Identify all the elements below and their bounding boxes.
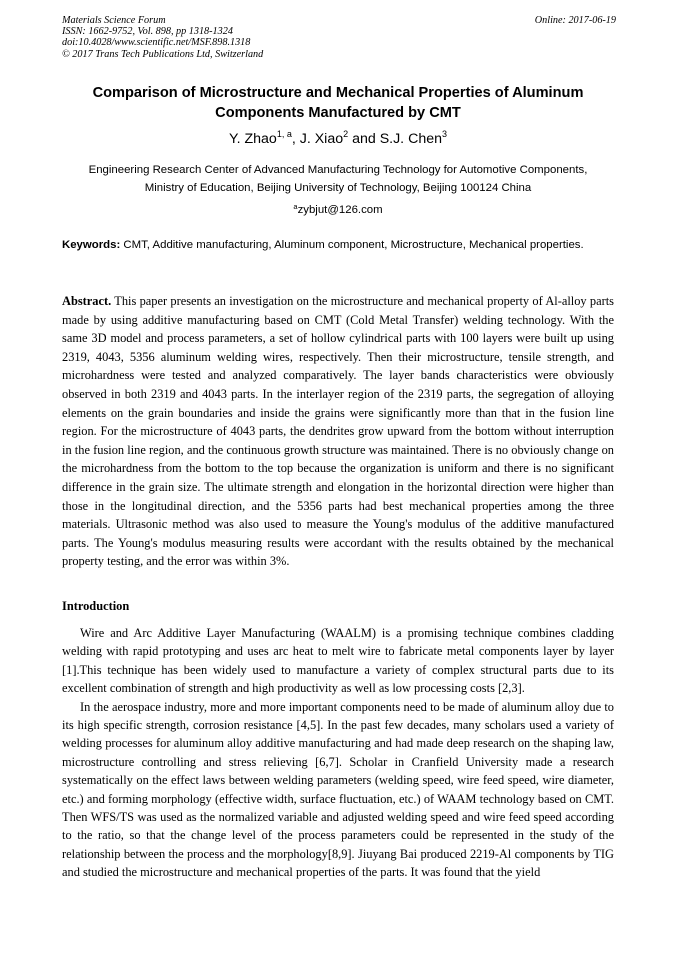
affiliation-line: Engineering Research Center of Advanced Manufacturing Technology for Automotive Components,: [88, 164, 588, 176]
author-separator: and: [348, 131, 380, 147]
journal-name: Materials Science Forum: [62, 15, 166, 26]
affiliation: [62, 161, 614, 198]
paper-title: Comparison of Microstructure and Mechanical Properties of Aluminum Components Manufactured by CMT: [92, 85, 584, 121]
section-heading-introduction: Introduction: [62, 599, 130, 613]
journal-header: [62, 15, 263, 60]
author-separator: ,: [291, 131, 300, 147]
author-email: [62, 202, 614, 218]
author-affiliation-mark: 2: [343, 129, 349, 139]
issn-line: ISSN: 1662-9752, Vol. 898, pp 1318-1324: [62, 26, 233, 38]
author-name: J. Xiao: [299, 131, 344, 147]
email-address: zybjut@126.com: [297, 204, 383, 216]
abstract: [62, 292, 614, 571]
paragraph: In the aerospace industry, more and more important components need to be made of aluminum alloy due to its high specific strength, corrosion resistance [4,5]. In the past few decades, many scholars used a variety of welding processes for aluminum alloy additive manufacturing and had made deep research on the shaping law, microstructure controlling and stress relieving [6,7]. Scholar in Cranfield University made a research systematically on the effect laws between welding parameters (welding speed, wire feed speed, wire diameter, etc.) and forming morphology (effective width, surface fluctuation, etc.) of WAAM technology based on CMT. Then WFS/TS was used as the normalized variable and adjusted welding speed and wire feed speed according to the ratio, so that the change level of the process parameters could be represented in the study of the relationship between the process and the morphology[8,9]. Jiuyang Bai produced 2219-Al components by TIG and studied the microstructure and mechanical properties of the parts. It was found that the yield: [62, 699, 614, 880]
online-date: Online: 2017-06-19: [534, 15, 616, 26]
affiliation-line: Ministry of Education, Beijing University of Technology, Beijing 100124 China: [144, 182, 532, 195]
author-list: [62, 130, 614, 148]
keywords-text: CMT, Additive manufacturing, Aluminum component, Microstructure, Mechanical properties.: [120, 239, 584, 251]
keywords-label: Keywords:: [62, 239, 121, 251]
author-name: Y. Zhao: [228, 131, 277, 147]
keywords: [62, 236, 614, 254]
introduction-body: [62, 624, 614, 882]
author-name: S.J. Chen: [379, 131, 442, 147]
doi-line: doi:10.4028/www.scientific.net/MSF.898.1318: [62, 37, 251, 49]
author-affiliation-mark: 1, a: [276, 129, 292, 139]
paragraph: Wire and Arc Additive Layer Manufacturing (WAALM) is a promising technique combines cladding welding with rapid prototyping and uses arc heat to melt wire to fabricate metal components layer by layer [1].This technique has been widely used to manufacture a variety of complex structural parts due to its excellent combination of strength and high productivity as well as low processing costs [2,3].: [62, 626, 614, 696]
email-mark: a: [293, 202, 298, 211]
copyright-line: © 2017 Trans Tech Publications Ltd, Switzerland: [62, 48, 264, 60]
author-affiliation-mark: 3: [442, 129, 448, 139]
abstract-text: This paper presents an investigation on the microstructure and mechanical property of Al-alloy parts made by using additive manufacturing based on CMT (Cold Metal Transfer) welding technology. With the same 3D model and process parameters, a set of hollow cylindrical parts with 100 layers were built up using 2319, 4043, 5356 aluminum welding wires, respectively. Then their microstructure, tensile strength, and microhardness were tested and analyzed comparatively. The layer bands characteristics were obviously observed in both 2319 and 4043 parts. In the interlayer region of the 2319 parts, the segregation of alloying elements on the grain boundaries and inside the grains were significantly more than that in the fusion line region. For the microstructure of 4043 parts, the dendrites grow upward from the bottom without interruption in the fusion line region, and the continuous growth structure was maintained. There is no obviously change on the microhardness from the bottom to the top because the organization is uniform and there is no significant difference in the grain size. The ultimate strength and elongation in the horizontal direction were higher than those in the longitudinal direction, and the 5356 parts had best mechanical properties among the three materials. Ultrasonic method was also used to measure the Young's modulus of the additive manufactured parts. The Young's modulus measuring results were accordant with the results obtained by the mechanical property testing, and the error was within 3%.: [62, 294, 614, 569]
abstract-label: Abstract.: [62, 294, 112, 308]
